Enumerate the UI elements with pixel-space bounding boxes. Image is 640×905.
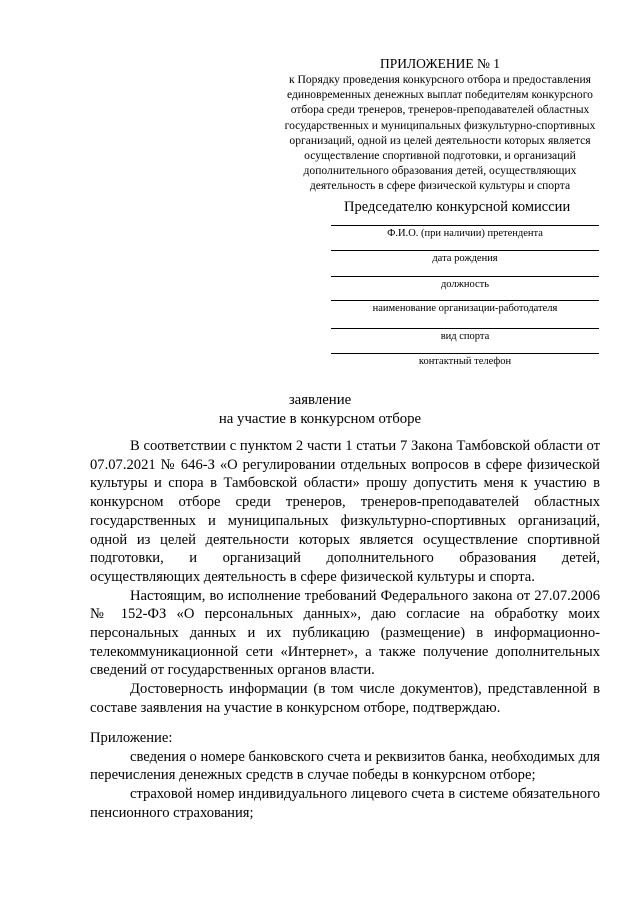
paragraph-consent: Настоящим, во исполнение требований Федерального закона от 27.07.2006 № 152-ФЗ «О персональных данных», даю согласие на обработку моих персональных данных и их публикацию (размещение) в информационно-телекоммуникационной сети «Интернет», а также получение дополнительных сведений от государственных органов власти. bbox=[90, 587, 600, 679]
field-caption: Ф.И.О. (при наличии) претендента bbox=[387, 228, 543, 239]
appendix-header bbox=[262, 56, 618, 194]
field-caption: дата рождения bbox=[432, 253, 498, 264]
fill-in-line bbox=[331, 353, 599, 354]
field-employer bbox=[331, 300, 599, 315]
field-phone bbox=[331, 353, 599, 368]
attachments bbox=[90, 729, 600, 823]
field-position bbox=[331, 276, 599, 291]
appendix-line: отбора среди тренеров, тренеров-преподавателей областных bbox=[290, 103, 590, 117]
fill-in-line bbox=[331, 250, 599, 251]
appendix-line: единовременных денежных выплат победителям конкурсного bbox=[287, 88, 593, 102]
document-title-line2: на участие в конкурсном отборе bbox=[218, 411, 422, 427]
attachment-item: сведения о номере банковского счета и реквизитов банка, необходимых для перечисления денежных средств в случае победы в конкурсном отборе; bbox=[90, 748, 600, 784]
fill-in-line bbox=[331, 225, 599, 226]
field-caption: должность bbox=[440, 279, 490, 290]
field-birth-date bbox=[331, 250, 599, 265]
appendix-line: государственных и муниципальных физкультурно-спортивных bbox=[284, 118, 596, 132]
fill-in-line bbox=[331, 328, 599, 329]
fill-in-line bbox=[331, 276, 599, 277]
appendix-title: ПРИЛОЖЕНИЕ № 1 bbox=[379, 56, 501, 71]
appendix-subtitle bbox=[262, 72, 618, 194]
addressee: Председателю конкурсной комиссии bbox=[344, 199, 571, 215]
document-title bbox=[0, 391, 640, 429]
attachments-heading: Приложение: bbox=[90, 730, 173, 746]
paragraph-request: В соответствии с пунктом 2 части 1 статьи 7 Закона Тамбовской области от 07.07.2021 № 646-З «О регулировании отдельных вопросов в сфере физической культуры и спора в Тамбовской области» прошу допустить меня к участию в конкурсном отборе среди тренеров, тренеров-преподавателей областных государственных и муниципальных физкультурно-спортивных организаций, одной из целей деятельности которых является осуществление спортивной подготовки, и организаций дополнительного образования детей, осуществляющих деятельность в сфере физической культуры и спорта. bbox=[90, 438, 600, 585]
appendix-line: дополнительного образования детей, осуществляющих bbox=[303, 164, 577, 178]
field-sport bbox=[331, 328, 599, 343]
paragraph-confirmation: Достоверность информации (в том числе документов), представленной в составе заявления на участие в конкурсном отборе, подтверждаю. bbox=[90, 681, 600, 716]
field-caption: вид спорта bbox=[440, 331, 490, 342]
statement-body bbox=[90, 437, 600, 718]
appendix-line: деятельность в сфере физической культуры и спорта bbox=[309, 179, 571, 193]
appendix-line: осуществление спортивной подготовки, и организаций bbox=[304, 149, 576, 163]
field-full-name bbox=[331, 225, 599, 240]
field-caption: контактный телефон bbox=[418, 356, 512, 367]
appendix-line: организаций, одной из целей деятельности которых является bbox=[289, 133, 591, 147]
fill-in-line bbox=[331, 300, 599, 301]
document-title-line1: заявление bbox=[288, 392, 352, 408]
field-caption: наименование организации-работодателя bbox=[372, 303, 558, 314]
attachment-item: страховой номер индивидуального лицевого счета в системе обязательного пенсионного страхования; bbox=[90, 786, 600, 821]
appendix-line: к Порядку проведения конкурсного отбора и предоставления bbox=[288, 73, 591, 86]
